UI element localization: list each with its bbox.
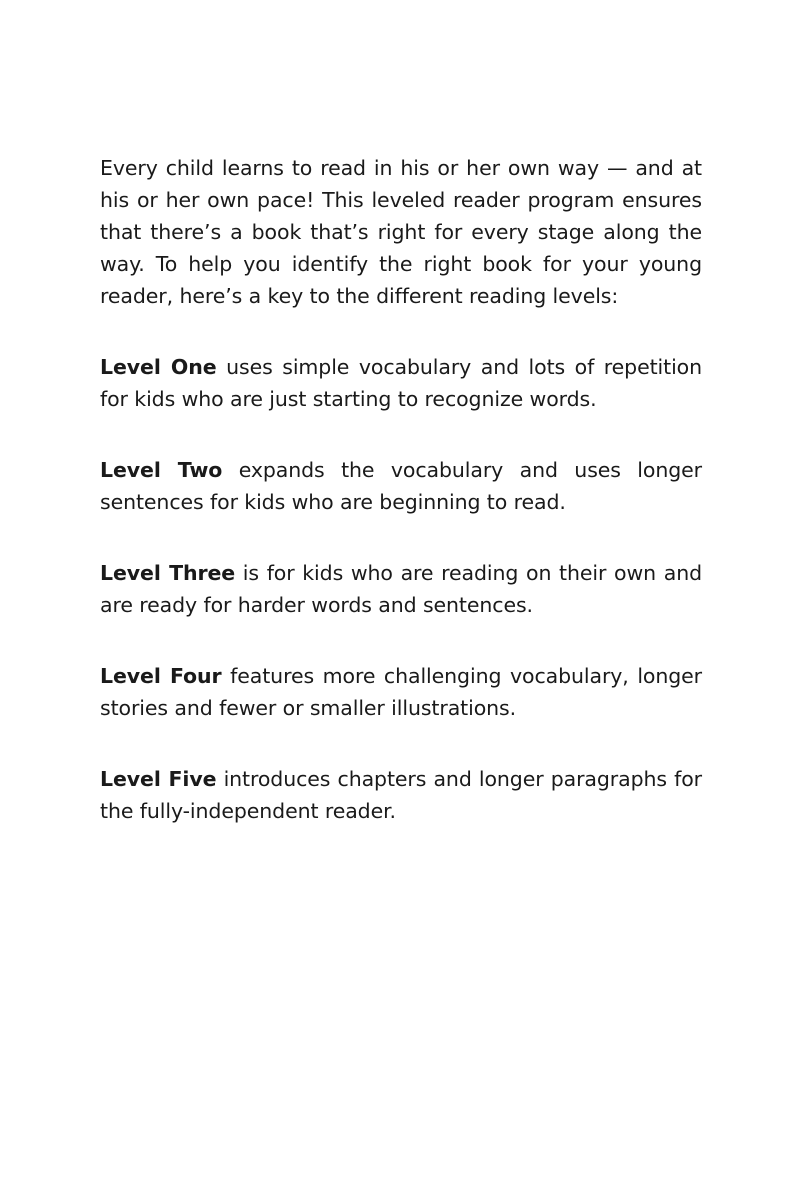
level-two-paragraph xyxy=(100,454,702,518)
level-four-paragraph xyxy=(100,660,702,724)
level-five-description: introduces chapters and longer paragraphs for the fully-independent reader. xyxy=(100,767,702,823)
level-two-description: expands the vocabulary and uses longer sentences for kids who are beginning to read. xyxy=(100,458,702,514)
level-three-description: is for kids who are reading on their own and are ready for harder words and sentences. xyxy=(100,561,702,617)
level-two-name: Level Two xyxy=(100,458,223,482)
level-four-description: features more challenging vocabulary, longer stories and fewer or smaller illustrations. xyxy=(100,664,703,720)
level-one-name: Level One xyxy=(100,355,217,379)
level-five-name: Level Five xyxy=(100,767,217,791)
level-one-description: uses simple vocabulary and lots of repetition for kids who are just starting to recognize words. xyxy=(100,355,702,411)
level-four-name: Level Four xyxy=(100,664,222,688)
level-three-name: Level Three xyxy=(100,561,236,585)
document-page xyxy=(100,152,702,866)
level-one-paragraph xyxy=(100,351,702,415)
level-three-paragraph xyxy=(100,557,702,621)
intro-paragraph: Every child learns to read in his or her own way — and at his or her own pace! This leveled reader program ensures that there’s a book that’s right for every stage along the way. To help you identify the right book for your young reader, here’s a key to the different reading levels: xyxy=(100,156,702,308)
level-five-paragraph xyxy=(100,763,702,827)
